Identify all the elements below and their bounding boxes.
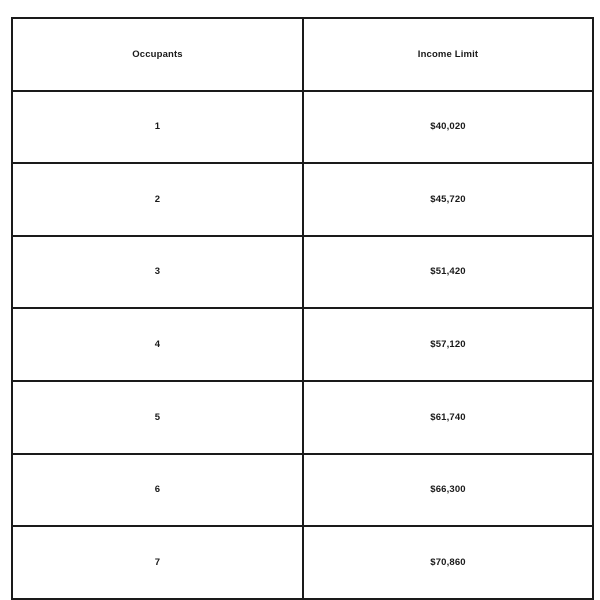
column-header-occupants	[12, 18, 303, 91]
cell-income-limit	[303, 454, 593, 527]
column-header-income-limit-label: Income Limit	[417, 48, 479, 60]
cell-occupants-value: 6	[154, 484, 161, 496]
cell-occupants	[12, 454, 303, 527]
cell-income-limit	[303, 308, 593, 381]
cell-income-limit	[303, 526, 593, 599]
cell-occupants-value: 1	[154, 121, 161, 133]
table-row	[12, 526, 593, 599]
table-header	[12, 18, 593, 91]
table-row	[12, 91, 593, 164]
table-header-row	[12, 18, 593, 91]
cell-income-limit-value: $70,860	[430, 556, 466, 568]
cell-income-limit-value: $45,720	[430, 193, 466, 205]
cell-income-limit-value: $61,740	[430, 411, 466, 423]
cell-occupants-value: 2	[154, 193, 161, 205]
cell-income-limit-value: $57,120	[430, 338, 466, 350]
cell-occupants-value: 7	[154, 556, 161, 568]
table-row	[12, 454, 593, 527]
cell-occupants-value: 4	[154, 338, 161, 350]
column-header-occupants-label: Occupants	[132, 48, 183, 60]
cell-occupants	[12, 381, 303, 454]
cell-occupants	[12, 308, 303, 381]
cell-income-limit	[303, 163, 593, 236]
cell-income-limit-value: $40,020	[430, 121, 466, 133]
table-row	[12, 381, 593, 454]
cell-income-limit	[303, 91, 593, 164]
cell-occupants	[12, 526, 303, 599]
cell-income-limit-value: $51,420	[430, 266, 466, 278]
table-row	[12, 163, 593, 236]
cell-income-limit	[303, 236, 593, 309]
table-body	[12, 91, 593, 599]
cell-income-limit-value: $66,300	[430, 484, 466, 496]
cell-occupants-value: 5	[154, 411, 161, 423]
table-row	[12, 236, 593, 309]
cell-occupants	[12, 91, 303, 164]
cell-occupants	[12, 163, 303, 236]
column-header-income-limit	[303, 18, 593, 91]
income-limit-table	[11, 17, 594, 600]
cell-income-limit	[303, 381, 593, 454]
table-row	[12, 308, 593, 381]
cell-occupants-value: 3	[154, 266, 161, 278]
cell-occupants	[12, 236, 303, 309]
